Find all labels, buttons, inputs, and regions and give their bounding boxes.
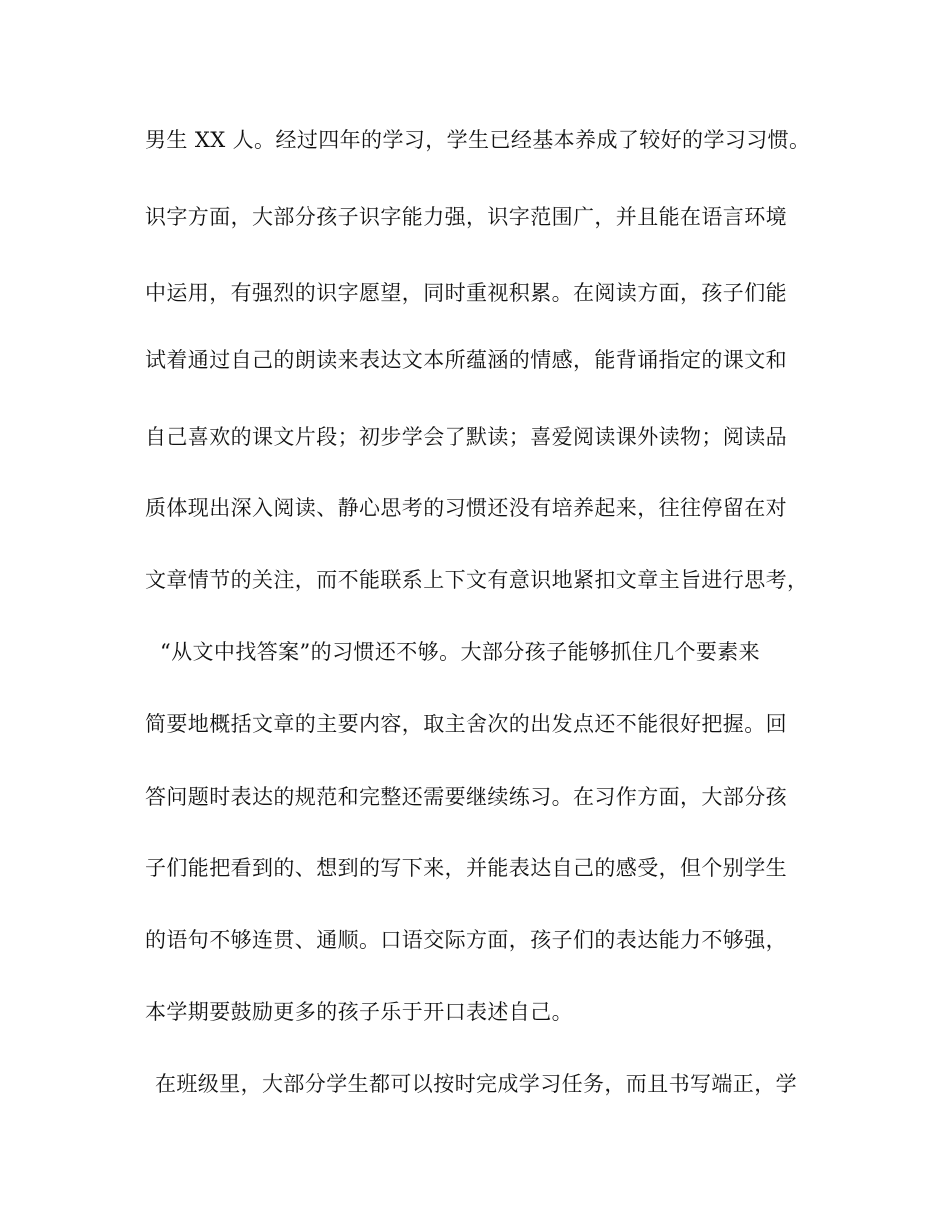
text-line-10: 答问题时表达的规范和完整还需要继续练习。在习作方面，大部分孩 [145, 785, 787, 809]
text-line-4: 试着通过自己的朗读来表达文本所蕴涵的情感，能背诵指定的课文和 [145, 348, 787, 372]
text-line-6: 质体现出深入阅读、静心思考的习惯还没有培养起来，往往停留在对 [145, 496, 787, 520]
text-line-8: “从文中找答案”的习惯还不够。大部分孩子能够抓住几个要素来 [160, 640, 761, 664]
text-line-13: 本学期要鼓励更多的孩子乐于开口表述自己。 [145, 1000, 573, 1024]
text-line-12: 的语句不够连贯、通顺。口语交际方面，孩子们的表达能力不够强， [145, 928, 787, 952]
text-line-2: 识字方面，大部分孩子识字能力强，识字范围广，并且能在语言环境 [145, 205, 787, 229]
text-line-7: 文章情节的关注，而不能联系上下文有意识地紧扣文章主旨进行思考， [145, 568, 809, 592]
text-line-5: 自己喜欢的课文片段；初步学会了默读；喜爱阅读课外读物；阅读品 [145, 425, 787, 449]
text-line-3: 中运用，有强烈的识字愿望，同时重视积累。在阅读方面，孩子们能 [145, 281, 787, 305]
text-line-9: 简要地概括文章的主要内容，取主舍次的出发点还不能很好把握。回 [145, 712, 787, 736]
text-line-11: 子们能把看到的、想到的写下来，并能表达自己的感受，但个别学生 [145, 856, 787, 880]
text-line-1: 男生 XX 人。经过四年的学习，学生已经基本养成了较好的学习习惯。 [145, 128, 811, 152]
text-line-14: 在班级里，大部分学生都可以按时完成学习任务，而且书写端正，学 [155, 1072, 797, 1096]
